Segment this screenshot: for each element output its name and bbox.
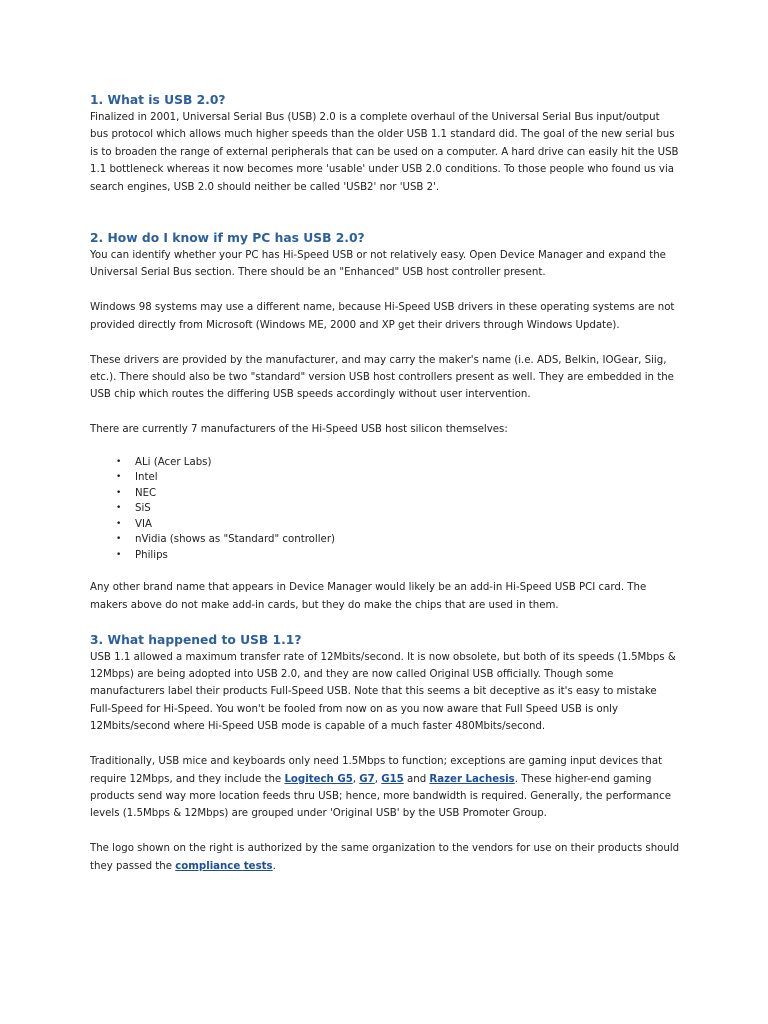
g15-link[interactable]: G15: [381, 773, 404, 785]
list-item: • nVidia (shows as "Standard" controller): [90, 532, 680, 548]
section2-paragraph-2: Windows 98 systems may use a different name, because Hi-Speed USB drivers in these operating systems are not provided directly from Microsoft (Windows ME, 2000 and XP get their drivers through Windows Update).: [90, 302, 675, 331]
list-item: • Intel: [90, 470, 680, 486]
list-item: • ALi (Acer Labs): [90, 455, 680, 471]
bullet-icon: •: [116, 472, 122, 483]
section2-paragraph-3: These drivers are provided by the manufacturer, and may carry the maker's name (i.e. ADS, Belkin, IOGear, Siig, etc.). There should also be two "standard" version USB host controllers present as well. They are embedded in the USB chip which routes the differing USB speeds accordingly without user intervention.: [90, 354, 674, 401]
section1-paragraph: Finalized in 2001, Universal Serial Bus (USB) 2.0 is a complete overhaul of the Universal Serial Bus input/output bus protocol which allows much higher speeds than the older USB 1.1 standard did. The goal of the new serial bus is to broaden the range of external peripherals that can be used on a computer. A hard drive can easily hit the USB 1.1 bottleneck whereas it now becomes more 'usable' under USB 2.0 conditions. To those people who found us via search engines, USB 2.0 should neither be called 'USB2' nor 'USB 2'.: [90, 112, 679, 193]
bullet-icon: •: [116, 549, 122, 560]
g7-link[interactable]: G7: [359, 773, 375, 785]
section-heading-how-do-i-know: 2. How do I know if my PC has USB 2.0?: [90, 231, 365, 246]
bullet-icon: •: [116, 456, 122, 467]
article-body: [90, 92, 680, 875]
section2-paragraph-4: There are currently 7 manufacturers of the Hi-Speed USB host silicon themselves:: [90, 424, 508, 436]
section3-paragraph-3: The logo shown on the right is authorized by the same organization to the vendors for use on their products should they passed the compliance tests.: [90, 843, 680, 872]
manufacturer-list: [90, 455, 680, 564]
list-item: • NEC: [90, 486, 680, 502]
section3-paragraph-1: USB 1.1 allowed a maximum transfer rate of 12Mbits/second. It is now obsolete, but both of its speeds (1.5Mbps & 12Mbps) are being adopted into USB 2.0, and they are now called Original USB officially. Though some manufacturers label their products Full-Speed USB. Note that this seems a bit deceptive as it's easy to mistake Full-Speed for Hi-Speed. You won't be fooled from now on as you now aware that Full Speed USB is only 12Mbits/second where Hi-Speed USB mode is capable of a much faster 480Mbits/second.: [90, 651, 676, 733]
bullet-icon: •: [116, 503, 122, 514]
section-heading-what-happened-usb11: 3. What happened to USB 1.1?: [90, 632, 302, 647]
section2-paragraph-1: You can identify whether your PC has Hi-Speed USB or not relatively easy. Open Device Manager and expand the Universal Serial Bus section. There should be an "Enhanced" USB host controller present.: [90, 250, 666, 279]
razer-lachesis-link[interactable]: Razer Lachesis: [429, 773, 515, 785]
section3-paragraph-2: Traditionally, USB mice and keyboards only need 1.5Mbps to function; exceptions are gaming input devices that require 12Mbps, and they include the Logitech G5, G7, G15 and Razer Lachesis. These higher-end gaming products send way more location feeds thru USB; hence, more bandwidth is required. Generally, the performance levels (1.5Mbps & 12Mbps) are grouped under 'Original USB' by the USB Promoter Group.: [90, 756, 671, 820]
compliance-tests-link[interactable]: compliance tests: [175, 860, 273, 872]
bullet-icon: •: [116, 518, 122, 529]
list-item: • SiS: [90, 501, 680, 517]
section-heading-what-is-usb2: 1. What is USB 2.0?: [90, 93, 226, 107]
list-item: • VIA: [90, 517, 680, 533]
bullet-icon: •: [116, 487, 122, 498]
logitech-g5-link[interactable]: Logitech G5: [284, 773, 353, 785]
section2-closing-paragraph: Any other brand name that appears in Device Manager would likely be an add-in Hi-Speed USB PCI card. The makers above do not make add-in cards, but they do make the chips that are used in them.: [90, 582, 647, 611]
list-item: • Philips: [90, 548, 680, 564]
bullet-icon: •: [116, 534, 122, 545]
